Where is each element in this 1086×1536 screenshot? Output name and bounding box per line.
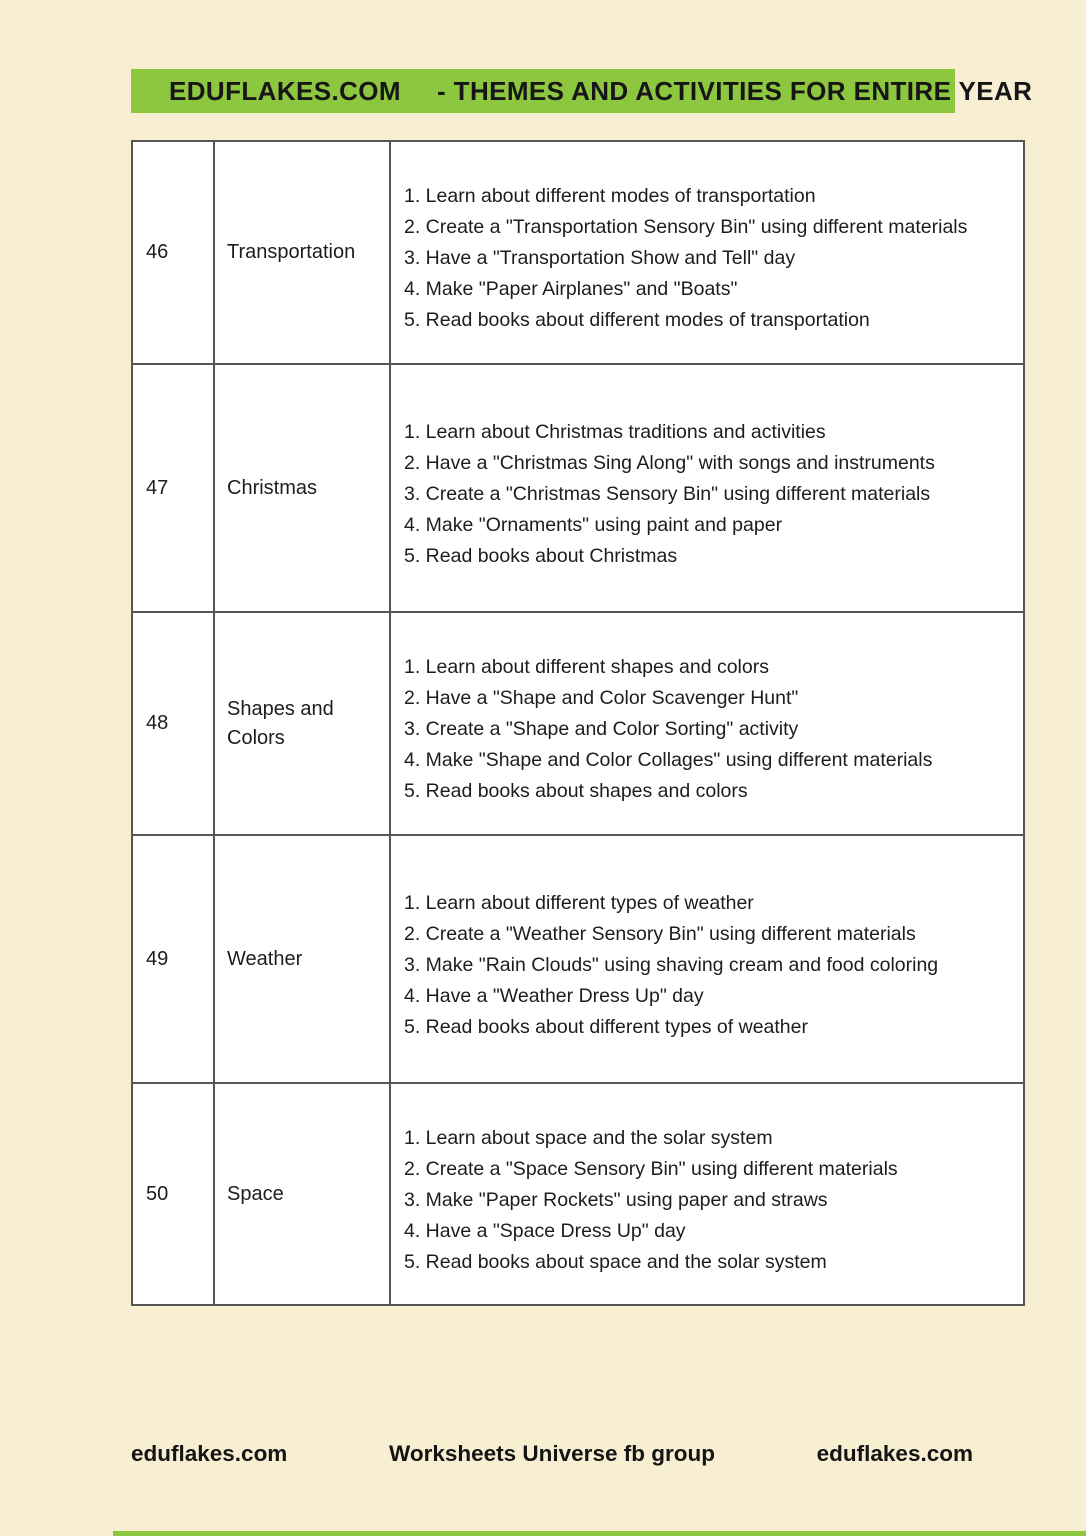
- activity-item: 5. Read books about shapes and colors: [404, 780, 748, 802]
- theme-name: Weather: [227, 947, 303, 970]
- activity-item: 3. Create a "Christmas Sensory Bin" using different materials: [404, 482, 931, 505]
- week-number-cell: [133, 613, 215, 834]
- activities-cell: [391, 365, 1023, 611]
- activity-item: 4. Have a "Weather Dress Up" day: [404, 984, 704, 1007]
- theme-name: Christmas: [227, 476, 318, 499]
- activity-item: 3. Create a "Shape and Color Sorting" activity: [404, 718, 799, 740]
- theme-cell: [215, 613, 391, 834]
- activity-item: 3. Make "Paper Rockets" using paper and straws: [404, 1188, 828, 1211]
- header-banner: [131, 69, 1033, 113]
- activity-item: 4. Make "Paper Airplanes" and "Boats": [404, 278, 738, 300]
- footer-site-left: eduflakes.com: [131, 1441, 288, 1466]
- theme-cell: [215, 836, 391, 1082]
- activity-item: 1. Learn about different types of weather: [404, 891, 754, 914]
- activity-item: 4. Make "Ornaments" using paint and paper: [404, 513, 783, 536]
- week-number: 49: [146, 947, 169, 970]
- week-number-cell: [133, 1084, 215, 1304]
- table-row: [133, 1084, 1023, 1304]
- theme-name: Space: [227, 1182, 284, 1205]
- activities-cell: [391, 1084, 1023, 1304]
- activities-cell: [391, 142, 1023, 363]
- theme-name: Shapes and Colors: [227, 697, 334, 749]
- activity-item: 3. Have a "Transportation Show and Tell" day: [404, 247, 796, 269]
- activity-item: 2. Create a "Space Sensory Bin" using different materials: [404, 1157, 898, 1180]
- bottom-green-strip: [113, 1531, 1086, 1536]
- activity-item: 1. Learn about Christmas traditions and activities: [404, 420, 826, 443]
- week-number: 48: [146, 712, 169, 734]
- site-name: EDUFLAKES.COM: [169, 75, 401, 106]
- activity-item: 4. Have a "Space Dress Up" day: [404, 1219, 686, 1242]
- footer: [131, 1441, 973, 1467]
- theme-name: Transportation: [227, 241, 356, 263]
- week-number-cell: [133, 142, 215, 363]
- week-number: 50: [146, 1182, 169, 1205]
- footer-site-right: eduflakes.com: [816, 1441, 973, 1466]
- activities-cell: [391, 613, 1023, 834]
- footer-fb-group: Worksheets Universe fb group: [389, 1441, 715, 1466]
- activity-item: 2. Create a "Weather Sensory Bin" using different materials: [404, 922, 916, 945]
- activity-item: 5. Read books about different modes of transportation: [404, 309, 870, 331]
- activities-cell: [391, 836, 1023, 1082]
- theme-cell: [215, 1084, 391, 1304]
- activity-item: 2. Have a "Christmas Sing Along" with songs and instruments: [404, 451, 935, 474]
- table-row: [133, 836, 1023, 1084]
- activity-item: 5. Read books about space and the solar system: [404, 1250, 827, 1273]
- activity-item: 5. Read books about different types of weather: [404, 1015, 808, 1038]
- week-number-cell: [133, 365, 215, 611]
- table-row: [133, 142, 1023, 365]
- page-title: - THEMES AND ACTIVITIES FOR ENTIRE YEAR: [436, 75, 1033, 106]
- activity-item: 1. Learn about different shapes and colors: [404, 656, 769, 678]
- activity-item: 1. Learn about space and the solar system: [404, 1126, 773, 1149]
- activity-item: 2. Create a "Transportation Sensory Bin" using different materials: [404, 216, 968, 238]
- week-number: 46: [146, 241, 169, 263]
- theme-cell: [215, 142, 391, 363]
- week-number-cell: [133, 836, 215, 1082]
- activity-item: 5. Read books about Christmas: [404, 544, 678, 567]
- theme-cell: [215, 365, 391, 611]
- activity-item: 1. Learn about different modes of transportation: [404, 185, 816, 207]
- table-row: [133, 365, 1023, 613]
- table-row: [133, 613, 1023, 836]
- activity-item: 2. Have a "Shape and Color Scavenger Hunt": [404, 687, 799, 709]
- week-number: 47: [146, 476, 169, 499]
- activity-item: 3. Make "Rain Clouds" using shaving cream and food coloring: [404, 953, 939, 976]
- activity-item: 4. Make "Shape and Color Collages" using different materials: [404, 749, 933, 771]
- themes-activities-table: [131, 140, 1025, 1306]
